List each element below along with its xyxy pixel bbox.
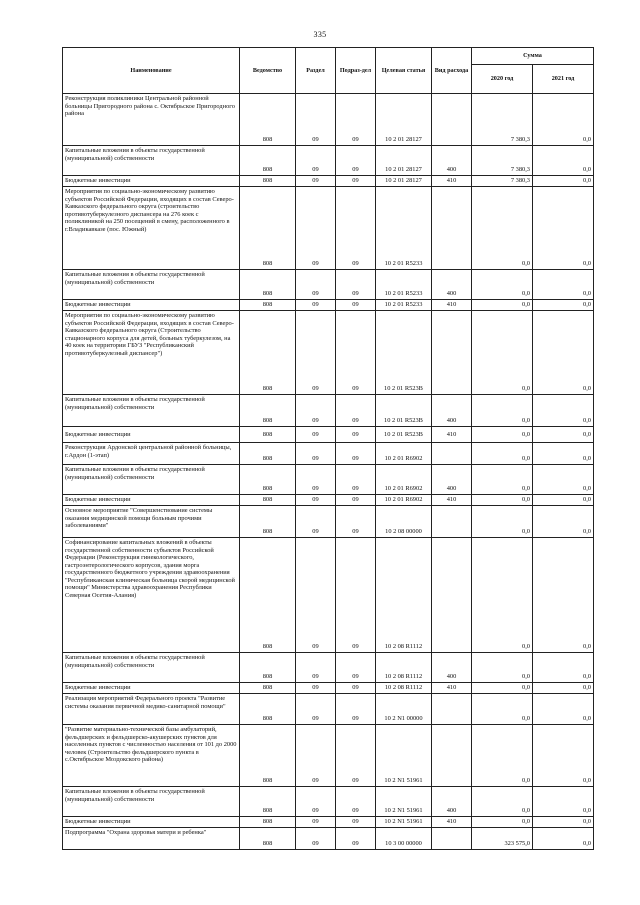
table-row	[63, 300, 594, 311]
cell-target: 10 2 08 R1112	[376, 653, 432, 683]
cell-section: 09	[296, 311, 336, 395]
cell-2020: 0,0	[472, 270, 533, 300]
cell-expense-type: 400	[432, 653, 472, 683]
cell-section: 09	[296, 443, 336, 465]
cell-target: 10 2 01 R6902	[376, 495, 432, 506]
cell-name: Капитальные вложения в объекты государственной (муниципальной) собственности	[63, 395, 240, 427]
table-row	[63, 94, 594, 146]
cell-ministry: 808	[240, 725, 296, 787]
table-row	[63, 395, 594, 427]
cell-section: 09	[296, 725, 336, 787]
table-row	[63, 495, 594, 506]
cell-2021: 0,0	[533, 300, 594, 311]
cell-target: 10 2 01 R5233	[376, 300, 432, 311]
cell-ministry: 808	[240, 94, 296, 146]
cell-subsection: 09	[336, 146, 376, 176]
cell-2020: 0,0	[472, 787, 533, 817]
cell-name: Капитальные вложения в объекты государственной (муниципальной) собственности	[63, 146, 240, 176]
cell-target: 10 2 01 28127	[376, 146, 432, 176]
table-row	[63, 694, 594, 725]
header-ministry: Ведомство	[240, 48, 296, 94]
cell-2021: 0,0	[533, 395, 594, 427]
cell-name: Реализация мероприятий Федерального проекта "Развитие системы оказания первичной медико-санитарной помощи"	[63, 694, 240, 725]
cell-section: 09	[296, 495, 336, 506]
cell-target: 10 2 N1 51961	[376, 787, 432, 817]
cell-subsection: 09	[336, 176, 376, 187]
cell-2021: 0,0	[533, 828, 594, 850]
cell-2021: 0,0	[533, 683, 594, 694]
cell-2020: 7 380,3	[472, 176, 533, 187]
cell-2020: 0,0	[472, 694, 533, 725]
table-row	[63, 270, 594, 300]
cell-section: 09	[296, 506, 336, 538]
cell-section: 09	[296, 300, 336, 311]
cell-2021: 0,0	[533, 311, 594, 395]
cell-section: 09	[296, 653, 336, 683]
page-number: 335	[313, 30, 327, 39]
cell-2020: 0,0	[472, 427, 533, 443]
cell-target: 10 2 08 R1112	[376, 538, 432, 653]
cell-ministry: 808	[240, 270, 296, 300]
cell-2020: 0,0	[472, 817, 533, 828]
cell-expense-type: 400	[432, 465, 472, 495]
cell-ministry: 808	[240, 465, 296, 495]
cell-name: Мероприятия по социально-экономическому развитию субъектов Российской Федерации, входящих в состав Северо-Кавказского федерального округа (строительство противотуберкулезного диспансера на 276 коек с поликлиникой на 250 посещений в смену, расположенного в г.Владикавказе (пос. Южный)	[63, 187, 240, 270]
cell-name: Бюджетные инвестиции	[63, 176, 240, 187]
cell-ministry: 808	[240, 653, 296, 683]
cell-expense-type	[432, 187, 472, 270]
header-2020: 2020 год	[472, 65, 533, 94]
table-row	[63, 817, 594, 828]
cell-subsection: 09	[336, 427, 376, 443]
cell-target: 10 2 01 R523В	[376, 395, 432, 427]
cell-subsection: 09	[336, 311, 376, 395]
cell-ministry: 808	[240, 176, 296, 187]
cell-section: 09	[296, 828, 336, 850]
table-row	[63, 187, 594, 270]
cell-ministry: 808	[240, 828, 296, 850]
cell-2021: 0,0	[533, 146, 594, 176]
budget-table	[62, 47, 594, 850]
cell-ministry: 808	[240, 694, 296, 725]
cell-subsection: 09	[336, 828, 376, 850]
table-row	[63, 311, 594, 395]
header-sum: Сумма	[472, 48, 594, 65]
cell-expense-type	[432, 443, 472, 465]
cell-2021: 0,0	[533, 176, 594, 187]
cell-expense-type	[432, 694, 472, 725]
cell-subsection: 09	[336, 817, 376, 828]
cell-2021: 0,0	[533, 538, 594, 653]
cell-name: Софинансирование капитальных вложений в объекты государственной собственности субъектов Российской Федерации (Реконструкция гинекологического, гастроэнтерологического корпусов, здания морга государственного бюджетного учреждения здравоохранения "Республиканская клиническая больница скорой медицинской помощи" Министерства здравоохранения Республики Северная Осетия-Алания)	[63, 538, 240, 653]
cell-ministry: 808	[240, 443, 296, 465]
cell-ministry: 808	[240, 787, 296, 817]
cell-subsection: 09	[336, 506, 376, 538]
cell-expense-type: 400	[432, 395, 472, 427]
cell-section: 09	[296, 465, 336, 495]
cell-ministry: 808	[240, 427, 296, 443]
cell-name: "Развитие материально-технической базы амбулаторий, фельдшерских и фельдшерско-акушерских пунктов для населенных пунктов с численностью населения от 101 до 2000 человек (Строительство фельдшерского пункта в с.Октябрьское Моздокского района)	[63, 725, 240, 787]
cell-name: Капитальные вложения в объекты государственной (муниципальной) собственности	[63, 787, 240, 817]
cell-subsection: 09	[336, 538, 376, 653]
cell-expense-type	[432, 828, 472, 850]
cell-subsection: 09	[336, 787, 376, 817]
cell-ministry: 808	[240, 506, 296, 538]
cell-2021: 0,0	[533, 443, 594, 465]
cell-2021: 0,0	[533, 94, 594, 146]
cell-subsection: 09	[336, 694, 376, 725]
cell-target: 10 2 01 R6902	[376, 465, 432, 495]
cell-2020: 0,0	[472, 495, 533, 506]
cell-expense-type: 400	[432, 270, 472, 300]
cell-target: 10 2 N1 51961	[376, 817, 432, 828]
cell-target: 10 3 00 00000	[376, 828, 432, 850]
cell-subsection: 09	[336, 495, 376, 506]
cell-section: 09	[296, 176, 336, 187]
cell-subsection: 09	[336, 395, 376, 427]
cell-expense-type: 410	[432, 176, 472, 187]
cell-2020: 0,0	[472, 300, 533, 311]
cell-section: 09	[296, 270, 336, 300]
cell-2020: 0,0	[472, 465, 533, 495]
cell-name: Бюджетные инвестиции	[63, 427, 240, 443]
cell-2021: 0,0	[533, 465, 594, 495]
table-row	[63, 653, 594, 683]
cell-2020: 0,0	[472, 653, 533, 683]
cell-2020: 0,0	[472, 683, 533, 694]
cell-target: 10 2 08 00000	[376, 506, 432, 538]
cell-section: 09	[296, 94, 336, 146]
cell-subsection: 09	[336, 653, 376, 683]
cell-expense-type: 410	[432, 495, 472, 506]
table-row	[63, 725, 594, 787]
cell-ministry: 808	[240, 683, 296, 694]
cell-2020: 0,0	[472, 443, 533, 465]
cell-expense-type	[432, 725, 472, 787]
cell-2021: 0,0	[533, 270, 594, 300]
cell-section: 09	[296, 146, 336, 176]
cell-name: Основное мероприятие "Совершенствование системы оказания медицинской помощи больным прочими заболеваниями"	[63, 506, 240, 538]
cell-section: 09	[296, 787, 336, 817]
cell-2020: 323 575,0	[472, 828, 533, 850]
cell-subsection: 09	[336, 465, 376, 495]
cell-ministry: 808	[240, 538, 296, 653]
cell-expense-type	[432, 311, 472, 395]
cell-2021: 0,0	[533, 817, 594, 828]
cell-expense-type: 410	[432, 300, 472, 311]
cell-expense-type: 410	[432, 683, 472, 694]
cell-target: 10 2 N1 51961	[376, 725, 432, 787]
cell-2020: 0,0	[472, 395, 533, 427]
cell-2020: 0,0	[472, 311, 533, 395]
cell-ministry: 808	[240, 495, 296, 506]
header-name: Наименование	[63, 48, 240, 94]
cell-section: 09	[296, 817, 336, 828]
cell-section: 09	[296, 427, 336, 443]
cell-name: Реконструкция поликлиники Центральной районной больницы Пригородного района с. Октябрьское Пригородного района	[63, 94, 240, 146]
table-row	[63, 146, 594, 176]
cell-target: 10 2 01 28127	[376, 94, 432, 146]
cell-2020: 0,0	[472, 725, 533, 787]
cell-ministry: 808	[240, 311, 296, 395]
table-row	[63, 506, 594, 538]
cell-2021: 0,0	[533, 427, 594, 443]
header-section: Раздел	[296, 48, 336, 94]
cell-target: 10 2 01 R5233	[376, 270, 432, 300]
cell-2020: 7 380,3	[472, 146, 533, 176]
cell-2021: 0,0	[533, 495, 594, 506]
cell-section: 09	[296, 395, 336, 427]
cell-name: Мероприятия по социально-экономическому развитию субъектов Российской Федерации, входящих в состав Северо-Кавказского федерального округа (Строительство стационарного корпуса для детей, больных туберкулезом, на 40 коек на территории ГБУЗ "Республиканский противотуберкулезный диспансер")	[63, 311, 240, 395]
cell-name: Бюджетные инвестиции	[63, 817, 240, 828]
cell-2020: 0,0	[472, 538, 533, 653]
header-expense-type: Вид расхода	[432, 48, 472, 94]
cell-ministry: 808	[240, 187, 296, 270]
cell-2021: 0,0	[533, 653, 594, 683]
cell-expense-type: 400	[432, 787, 472, 817]
cell-2021: 0,0	[533, 725, 594, 787]
cell-subsection: 09	[336, 683, 376, 694]
cell-name: Бюджетные инвестиции	[63, 683, 240, 694]
cell-2021: 0,0	[533, 694, 594, 725]
cell-name: Капитальные вложения в объекты государственной (муниципальной) собственности	[63, 653, 240, 683]
cell-subsection: 09	[336, 187, 376, 270]
cell-ministry: 808	[240, 300, 296, 311]
cell-name: Бюджетные инвестиции	[63, 495, 240, 506]
cell-target: 10 2 01 R523В	[376, 427, 432, 443]
cell-target: 10 2 08 R1112	[376, 683, 432, 694]
cell-section: 09	[296, 538, 336, 653]
cell-2021: 0,0	[533, 187, 594, 270]
cell-expense-type	[432, 538, 472, 653]
table-row	[63, 538, 594, 653]
cell-name: Реконструкция Ардонской центральной районной больницы, г.Ардон (1-этап)	[63, 443, 240, 465]
cell-expense-type: 410	[432, 427, 472, 443]
cell-subsection: 09	[336, 270, 376, 300]
cell-name: Капитальные вложения в объекты государственной (муниципальной) собственности	[63, 270, 240, 300]
table-row	[63, 176, 594, 187]
cell-target: 10 2 01 28127	[376, 176, 432, 187]
cell-target: 10 2 01 R523В	[376, 311, 432, 395]
cell-section: 09	[296, 187, 336, 270]
cell-subsection: 09	[336, 725, 376, 787]
table-row	[63, 465, 594, 495]
cell-target: 10 2 01 R5233	[376, 187, 432, 270]
cell-subsection: 09	[336, 443, 376, 465]
cell-target: 10 2 N1 00000	[376, 694, 432, 725]
table-row	[63, 787, 594, 817]
cell-subsection: 09	[336, 94, 376, 146]
cell-expense-type: 400	[432, 146, 472, 176]
cell-name: Капитальные вложения в объекты государственной (муниципальной) собственности	[63, 465, 240, 495]
cell-expense-type	[432, 94, 472, 146]
cell-ministry: 808	[240, 395, 296, 427]
cell-subsection: 09	[336, 300, 376, 311]
cell-2021: 0,0	[533, 506, 594, 538]
cell-ministry: 808	[240, 817, 296, 828]
cell-2020: 0,0	[472, 187, 533, 270]
header-subsection: Подраз-дел	[336, 48, 376, 94]
table-row	[63, 828, 594, 850]
cell-name: Бюджетные инвестиции	[63, 300, 240, 311]
cell-section: 09	[296, 694, 336, 725]
cell-2020: 7 380,3	[472, 94, 533, 146]
table-row	[63, 443, 594, 465]
table-row	[63, 683, 594, 694]
cell-expense-type	[432, 506, 472, 538]
cell-2021: 0,0	[533, 787, 594, 817]
header-target: Целевая статья	[376, 48, 432, 94]
cell-expense-type: 410	[432, 817, 472, 828]
cell-section: 09	[296, 683, 336, 694]
cell-name: Подпрограмма "Охрана здоровья матери и ребенка"	[63, 828, 240, 850]
cell-ministry: 808	[240, 146, 296, 176]
header-2021: 2021 год	[533, 65, 594, 94]
cell-2020: 0,0	[472, 506, 533, 538]
cell-target: 10 2 01 R6902	[376, 443, 432, 465]
table-row	[63, 427, 594, 443]
